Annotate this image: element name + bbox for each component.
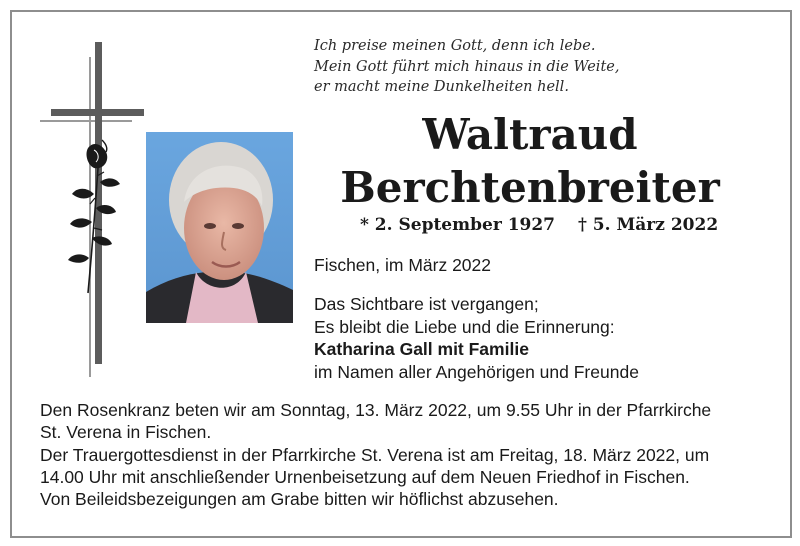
message-line: Es bleibt die Liebe und die Erinnerung: (314, 316, 615, 337)
poem-verse (314, 36, 654, 98)
notice-line: Den Rosenkranz beten wir am Sonntag, 13. März 2022, um 9.55 Uhr in der Pfarrkirche (40, 400, 712, 420)
cross-horizontal-bar (51, 109, 144, 116)
poem-line: Ich preise meinen Gott, denn ich lebe. (314, 38, 596, 54)
poem-line: er macht meine Dunkelheiten hell. (314, 79, 569, 95)
rose-icon (64, 138, 126, 298)
deceased-last-name: Berchtenbreiter (340, 163, 720, 212)
message-line: Das Sichtbare ist vergangen; (314, 294, 539, 314)
notice-line: Der Trauergottesdienst in der Pfarrkirche St. Verena ist am Freitag, 18. März 2022, um (40, 444, 710, 465)
poem-line: Mein Gott führt mich hinaus in die Weite, (314, 58, 620, 75)
notice-line: St. Verena in Fischen. (40, 422, 212, 443)
birth-date: * 2. September 1927 (360, 215, 556, 235)
cross-thin-horizontal (40, 120, 132, 122)
portrait-photo (146, 132, 293, 323)
message-line: im Namen aller Angehörigen und Freunde (314, 361, 639, 382)
notice-line: 14.00 Uhr mit anschließender Urnenbeisetzung auf dem Neuen Friedhof in Fischen. (40, 466, 690, 487)
farewell-message (314, 293, 639, 383)
deceased-first-name: Waltraud (422, 110, 638, 159)
death-date: † 5. März 2022 (578, 215, 719, 235)
notice-line: Von Beileidsbezeigungen am Grabe bitten wir höflichst abzusehen. (40, 489, 559, 510)
service-notice (40, 399, 711, 510)
signer-name: Katharina Gall mit Familie (314, 339, 529, 359)
place-date: Fischen, im März 2022 (314, 255, 492, 275)
